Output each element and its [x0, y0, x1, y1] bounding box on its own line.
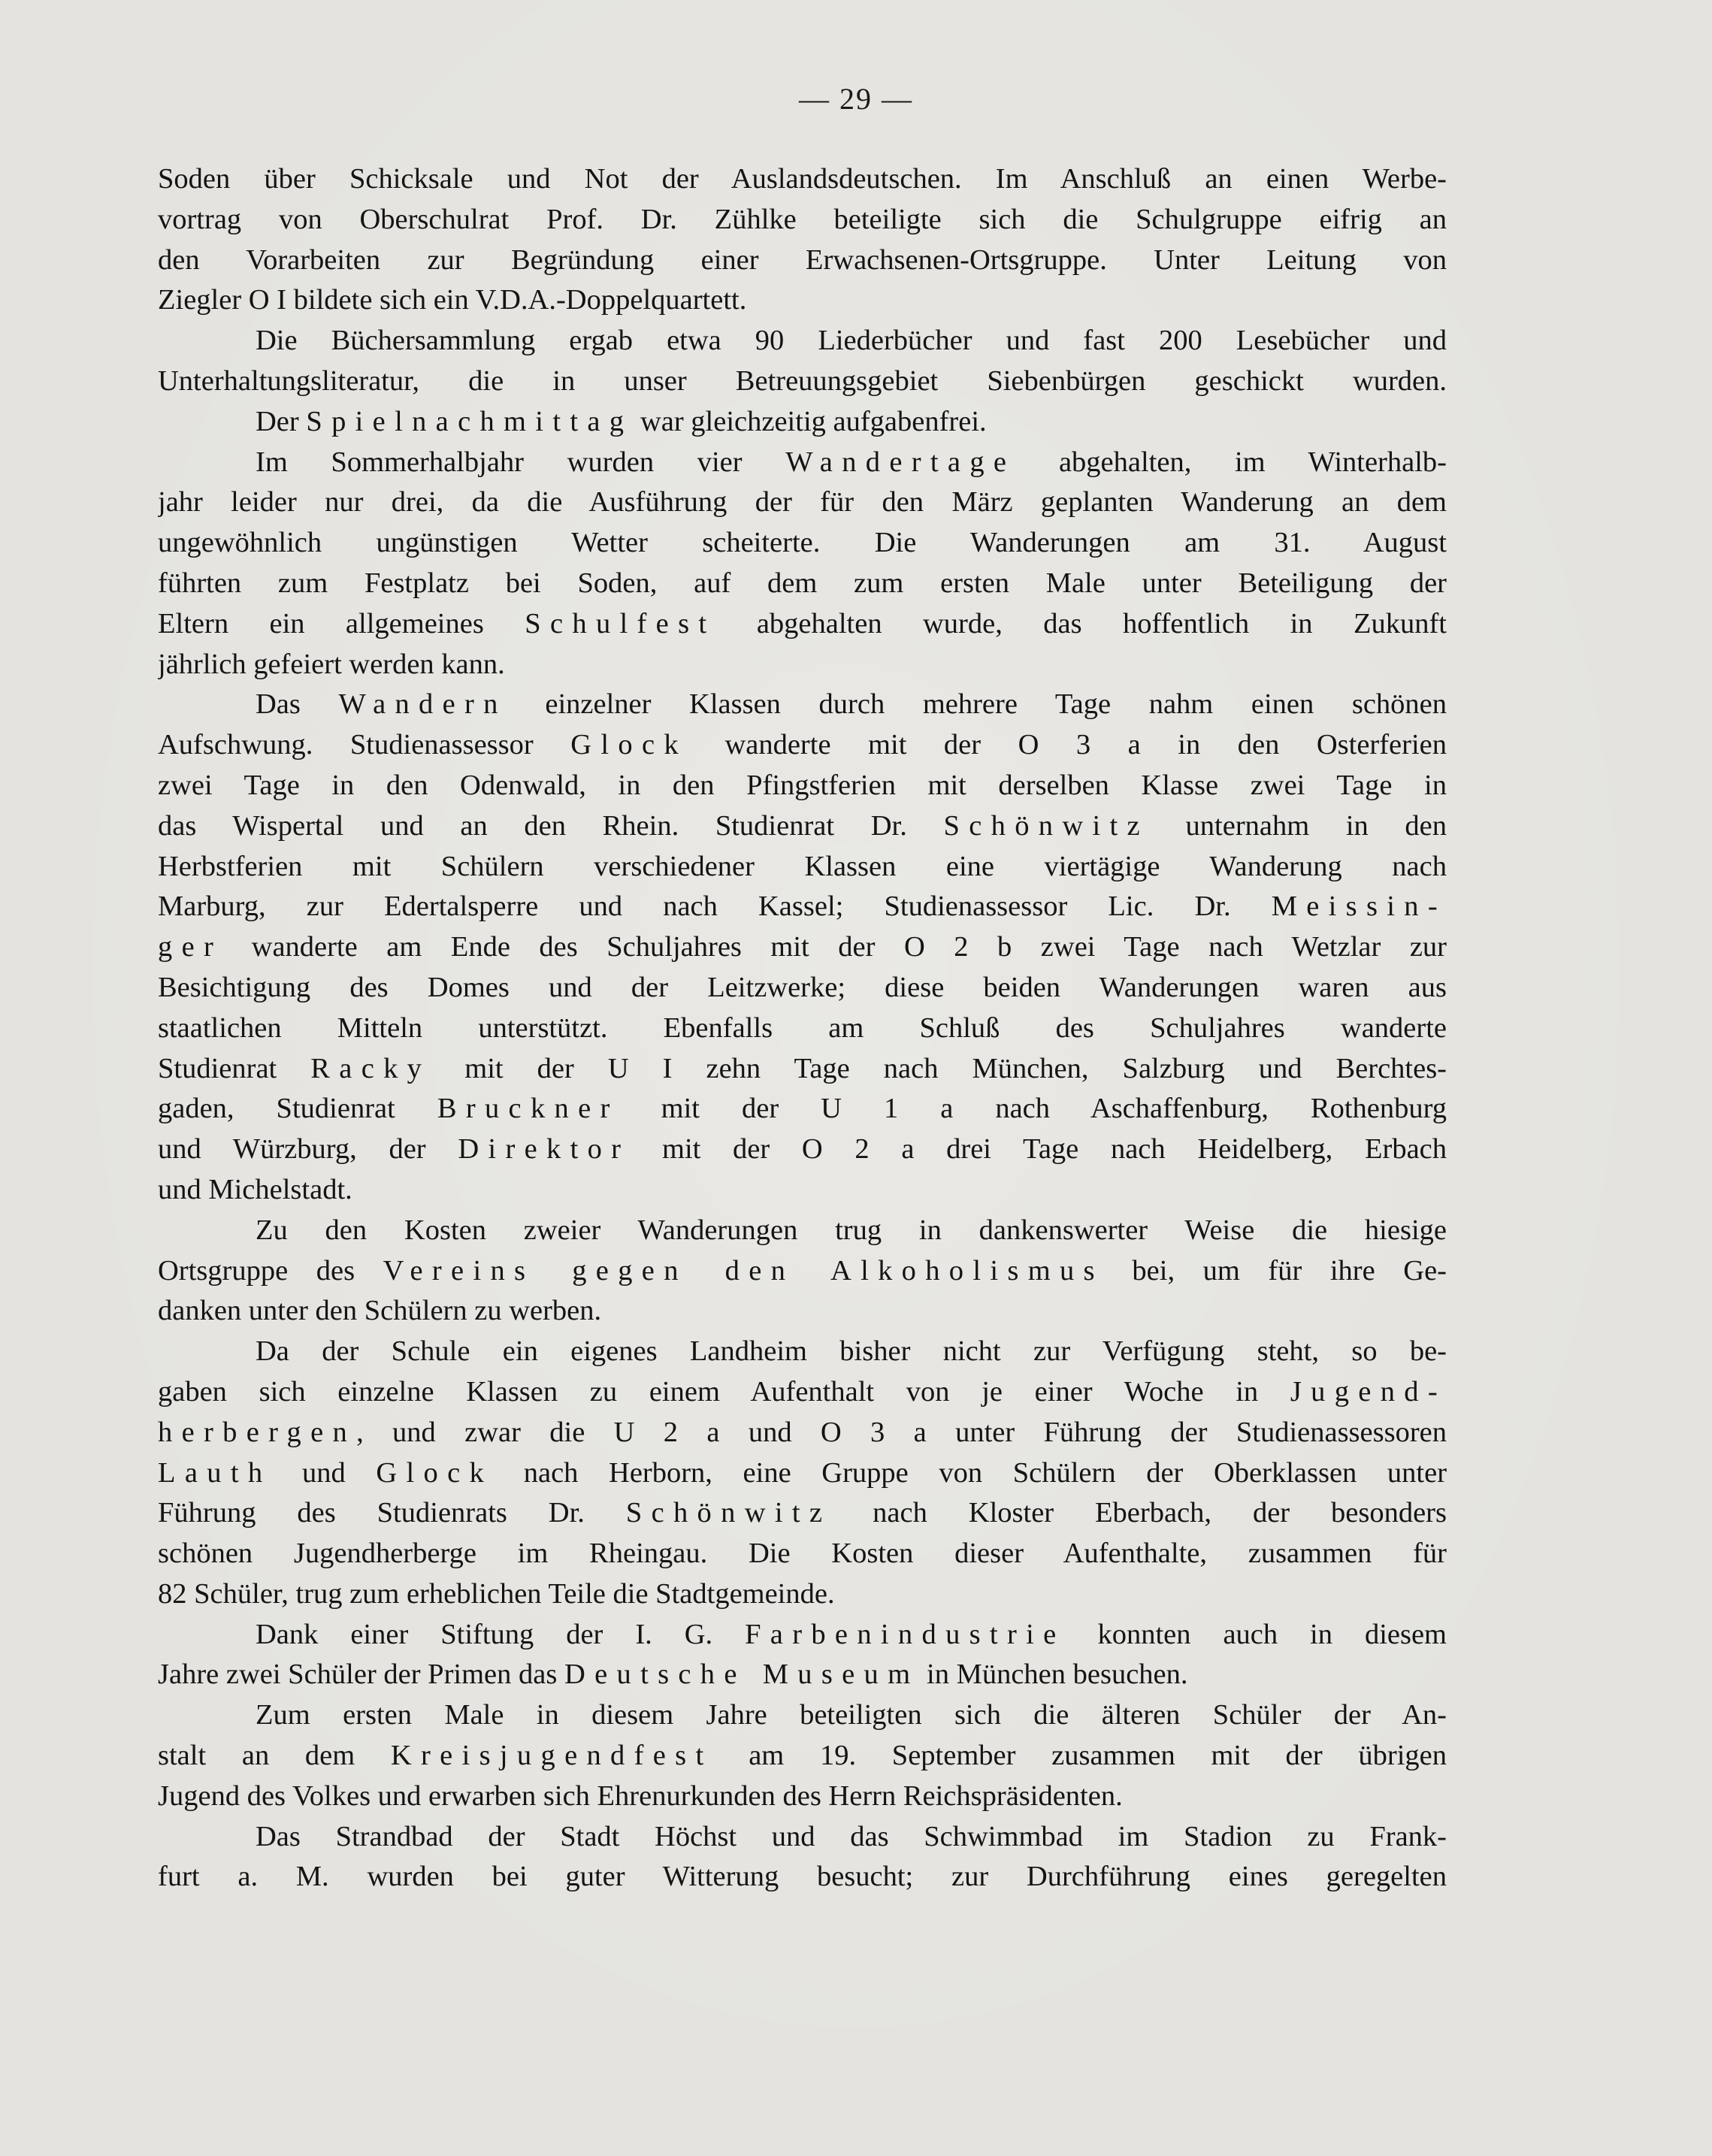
text-line: Zu den Kosten zweier Wanderungen trug in dankenswerter Weise die hiesige	[256, 1214, 1447, 1246]
text-line: Soden über Schicksale und Not der Auslandsdeutschen. Im Anschluß an einen Werbe-	[158, 163, 1447, 195]
text-line: ungewöhnlich ungünstigen Wetter scheiterte. Die Wanderungen am 31. August	[158, 527, 1447, 559]
text-run: stalt an dem	[158, 1740, 391, 1772]
emphasized-term: Spielnachmittag	[306, 405, 634, 437]
emphasized-term: Kreisjugendfest	[390, 1740, 713, 1772]
text-line	[158, 604, 1447, 645]
text-run: Der	[256, 405, 307, 437]
text-run: das Wispertal und an den Rhein. Studienrat Dr.	[158, 809, 944, 842]
text-run: Dank einer Stiftung der I. G.	[256, 1618, 746, 1650]
text-line	[158, 1372, 1447, 1413]
emphasized-term: Wandern	[338, 688, 507, 721]
text-run: einzelner Klassen durch mehrere Tage nahm einen schönen	[507, 688, 1447, 721]
page-number: — 29 —	[799, 82, 913, 116]
emphasized-term: Lauth	[158, 1456, 272, 1489]
text-line: Ziegler O I bildete sich ein V.D.A.-Doppelquartett.	[158, 284, 747, 316]
text-line: jahr leider nur drei, da die Ausführung der für den März geplanten Wanderung an dem	[158, 486, 1447, 519]
text-line: Das Strandbad der Stadt Höchst und das Schwimmbad im Stadion zu Frank-	[256, 1820, 1447, 1852]
text-run: Marburg, zur Edertalsperre und nach Kassel; Studienassessor Lic. Dr.	[158, 891, 1272, 923]
text-run: mit der U 1 a nach Aschaffenburg, Rothenburg	[619, 1093, 1447, 1125]
text-line: zwei Tage in den Odenwald, in den Pfingstferien mit derselben Klasse zwei Tage in	[158, 769, 1447, 801]
text-line: staatlichen Mitteln unterstützt. Ebenfalls am Schluß des Schuljahres wanderte	[158, 1011, 1447, 1044]
emphasized-term: Wandertage	[785, 446, 1016, 478]
text-run: und Würzburg, der	[158, 1133, 458, 1166]
text-run: Jahre zwei Schüler der Primen das	[158, 1659, 564, 1691]
text-run: Das	[256, 688, 339, 721]
emphasized-term: Bruckner	[437, 1093, 619, 1125]
text-line	[158, 887, 1447, 927]
text-run: , und zwar die U 2 a und O 3 a unter Führung der Studienassessoren	[356, 1416, 1447, 1448]
emphasized-term: Glock	[570, 729, 688, 761]
emphasized-term: Jugend-	[1290, 1375, 1447, 1408]
emphasized-term: Schönwitz	[625, 1497, 832, 1529]
text-run: Führung des Studienrats Dr.	[158, 1497, 626, 1529]
text-line	[158, 1049, 1447, 1090]
text-run: Ortsgruppe des	[158, 1254, 383, 1287]
text-line: Zum ersten Male in diesem Jahre beteiligten sich die älteren Schüler der An-	[256, 1699, 1447, 1731]
text-line	[158, 402, 1447, 443]
emphasized-term: Direktor	[458, 1133, 631, 1166]
emphasized-term: Schulfest	[525, 607, 716, 640]
text-run: nach Kloster Eberbach, der besonders	[831, 1497, 1447, 1529]
emphasized-term: Racky	[310, 1052, 431, 1084]
body-text	[158, 159, 1447, 1897]
text-line	[158, 1129, 1447, 1170]
text-run: Im Sommerhalbjahr wurden vier	[256, 446, 786, 478]
text-run: und	[271, 1456, 377, 1489]
text-line	[158, 1453, 1447, 1494]
text-line: furt a. M. wurden bei guter Witterung besucht; zur Durchführung eines geregelten	[158, 1861, 1447, 1893]
text-line: Da der Schule ein eigenes Landheim bisher nicht zur Verfügung steht, so be-	[256, 1335, 1447, 1368]
text-line	[158, 1089, 1447, 1129]
text-line	[158, 685, 1447, 725]
text-run: gaden, Studienrat	[158, 1093, 437, 1125]
text-run: am 19. September zusammen mit der übrigen	[712, 1740, 1447, 1772]
text-line	[158, 927, 1447, 968]
text-line: schönen Jugendherberge im Rheingau. Die Kosten dieser Aufenthalte, zusammen für	[158, 1538, 1447, 1570]
text-line: Besichtigung des Domes und der Leitzwerke; diese beiden Wanderungen waren aus	[158, 971, 1447, 1003]
text-line: Die Büchersammlung ergab etwa 90 Liederbücher und fast 200 Lesebücher und	[256, 325, 1447, 357]
text-run: in München besuchen.	[919, 1659, 1188, 1691]
text-line: 82 Schüler, trug zum erheblichen Teile die Stadtgemeinde.	[158, 1577, 835, 1610]
text-run: abgehalten wurde, das hoffentlich in Zukunft	[715, 607, 1447, 640]
text-line: Jugend des Volkes und erwarben sich Ehrenurkunden des Herrn Reichspräsidenten.	[158, 1780, 1123, 1812]
text-line: führten zum Festplatz bei Soden, auf dem zum ersten Male unter Beteiligung der	[158, 567, 1447, 599]
text-run: abgehalten, im Winterhalb-	[1015, 446, 1447, 478]
text-line	[158, 1251, 1447, 1292]
text-run: unternahm in den	[1148, 809, 1447, 842]
text-run: mit der O 2 a drei Tage nach Heidelberg, Erbach	[630, 1133, 1447, 1166]
text-line: jährlich gefeiert werden kann.	[158, 648, 505, 680]
text-line	[158, 1493, 1447, 1534]
emphasized-term: Schönwitz	[943, 809, 1149, 842]
emphasized-term: Deutsche Museum	[564, 1659, 920, 1691]
text-line	[158, 1655, 1447, 1695]
text-line: Herbstferien mit Schülern verschiedener Klassen eine viertägige Wanderung nach	[158, 850, 1447, 882]
text-line: danken unter den Schülern zu werben.	[158, 1295, 602, 1327]
text-run: Aufschwung. Studienassessor	[158, 729, 571, 761]
emphasized-term: ger	[158, 931, 223, 963]
text-run: bei, um für ihre Ge-	[1103, 1254, 1447, 1287]
text-run: konnten auch in diesem	[1065, 1618, 1447, 1650]
text-line	[158, 1615, 1447, 1656]
text-run: wanderte mit der O 3 a in den Osterferien	[687, 729, 1447, 761]
text-line	[158, 725, 1447, 766]
text-line: und Michelstadt.	[158, 1173, 352, 1205]
text-run: nach Herborn, eine Gruppe von Schülern der Oberklassen unter	[493, 1456, 1447, 1489]
text-line: Unterhaltungsliteratur, die in unser Betreuungsgebiet Siebenbürgen geschickt wurden.	[158, 364, 1447, 397]
text-run: wanderte am Ende des Schuljahres mit der O 2 b zwei Tage nach Wetzlar zur	[222, 931, 1447, 963]
text-line	[158, 443, 1447, 483]
emphasized-term: herbergen	[158, 1416, 357, 1448]
text-line	[158, 1736, 1447, 1777]
emphasized-term: Meissin-	[1271, 891, 1447, 923]
text-run: gaben sich einzelne Klassen zu einem Aufenthalt von je einer Woche in	[158, 1375, 1290, 1408]
text-line	[158, 806, 1447, 847]
emphasized-term: Vereins gegen den Alkoholismus	[383, 1254, 1104, 1287]
emphasized-term: Glock	[376, 1456, 494, 1489]
text-line	[158, 1413, 1447, 1453]
text-run: war gleichzeitig aufgabenfrei.	[633, 405, 987, 437]
text-run: mit der U I zehn Tage nach München, Salzburg und Berchtes-	[431, 1052, 1447, 1084]
text-line: den Vorarbeiten zur Begründung einer Erwachsenen-Ortsgruppe. Unter Leitung von	[158, 243, 1447, 276]
emphasized-term: Farbenindustrie	[745, 1618, 1066, 1650]
text-line: vortrag von Oberschulrat Prof. Dr. Zühlke beteiligte sich die Schulgruppe eifrig an	[158, 203, 1447, 235]
text-run: Studienrat	[158, 1052, 311, 1084]
text-run: Eltern ein allgemeines	[158, 607, 525, 640]
